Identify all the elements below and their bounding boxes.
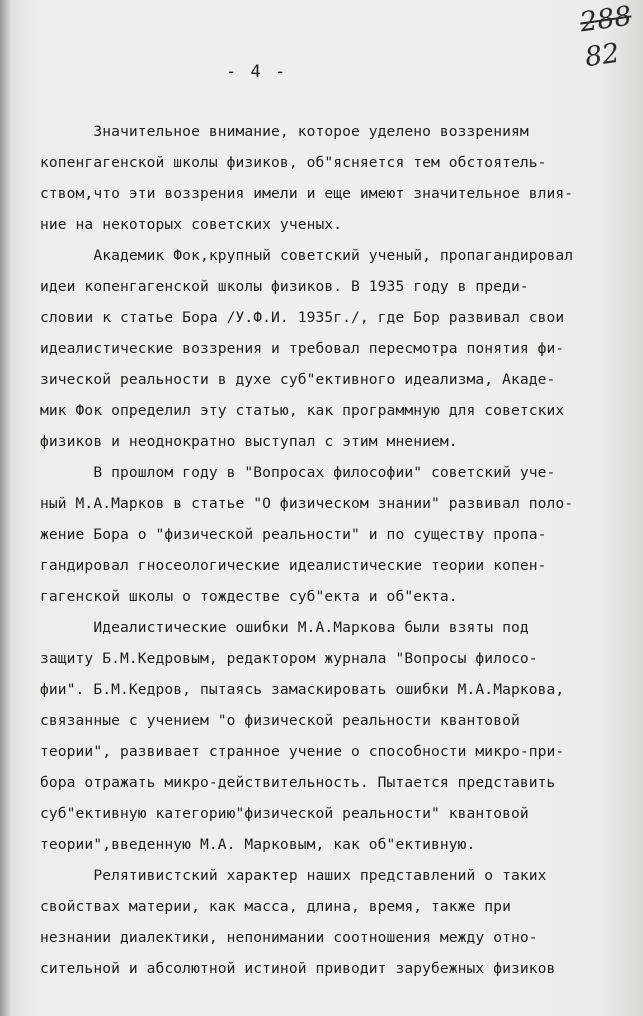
archive-mark-bottom: 82 <box>583 37 622 74</box>
text-line: связанные с учением "о физической реальности квантовой <box>40 712 520 729</box>
text-line: идеи копенгагенской школы физиков. В 1935 году в преди- <box>40 278 529 295</box>
text-line: идеалистические воззрения и требовал пересмотра понятия фи- <box>40 340 565 357</box>
text-line: ние на некоторых советских ученых. <box>40 216 343 233</box>
text-line: теории",введенную М.А. Марковым, как об"ективную. <box>40 836 476 853</box>
text-line: защиту Б.М.Кедровым, редактором журнала "Вопросы филосо- <box>40 650 538 667</box>
text-line: Значительное внимание, которое уделено воззрениям <box>40 123 529 140</box>
text-line: теории", развивает странное учение о способности микро-при- <box>40 743 565 760</box>
body-text <box>40 116 628 984</box>
text-line: физиков и неоднократно выступал с этим мнением. <box>40 433 458 450</box>
text-line: гандировал гносеологические идеалистические теории копен- <box>40 557 547 574</box>
page-number: - 4 - <box>226 62 288 82</box>
text-line: Академик Фок,крупный советский ученый, пропагандировал <box>40 247 574 264</box>
text-line: Идеалистические ошибки М.А.Маркова были взяты под <box>40 619 529 636</box>
text-line: копенгагенской школы физиков, об"ясняется тем обстоятель- <box>40 154 547 171</box>
text-line: мик Фок определил эту статью, как программную для советских <box>40 402 565 419</box>
text-line: фии". Б.М.Кедров, пытаясь замаскировать ошибки М.А.Маркова, <box>40 681 565 698</box>
text-line: В прошлом году в "Вопросах философии" советский уче- <box>40 464 556 481</box>
text-line: Релятивистский характер наших представлений о таких <box>40 867 547 884</box>
archive-mark-top: 288 <box>578 0 634 39</box>
scan-edge <box>0 0 10 1016</box>
text-line: ный М.А.Марков в статье "О физическом знании" развивал поло- <box>40 495 574 512</box>
text-line: сительной и абсолютной истиной приводит зарубежных физиков <box>40 960 556 977</box>
text-line: бора отражать микро-действительность. Пытается представить <box>40 774 556 791</box>
text-line: суб"ективную категорию"физической реальности" квантовой <box>40 805 529 822</box>
text-line: свойствах материи, как масса, длина, время, также при <box>40 898 511 915</box>
text-line: жение Бора о "физической реальности" и по существу пропа- <box>40 526 547 543</box>
text-line: словии к статье Бора /У.Ф.И. 1935г./, где Бор развивал свои <box>40 309 565 326</box>
text-line: зической реальности в духе суб"ективного идеализма, Акаде- <box>40 371 556 388</box>
text-line: незнании диалектики, непонимании соотношения между отно- <box>40 929 538 946</box>
text-line: гагенской школы о тождестве суб"екта и об"екта. <box>40 588 458 605</box>
text-line: ством,что эти воззрения имели и еще имеют значительное влия- <box>40 185 574 202</box>
